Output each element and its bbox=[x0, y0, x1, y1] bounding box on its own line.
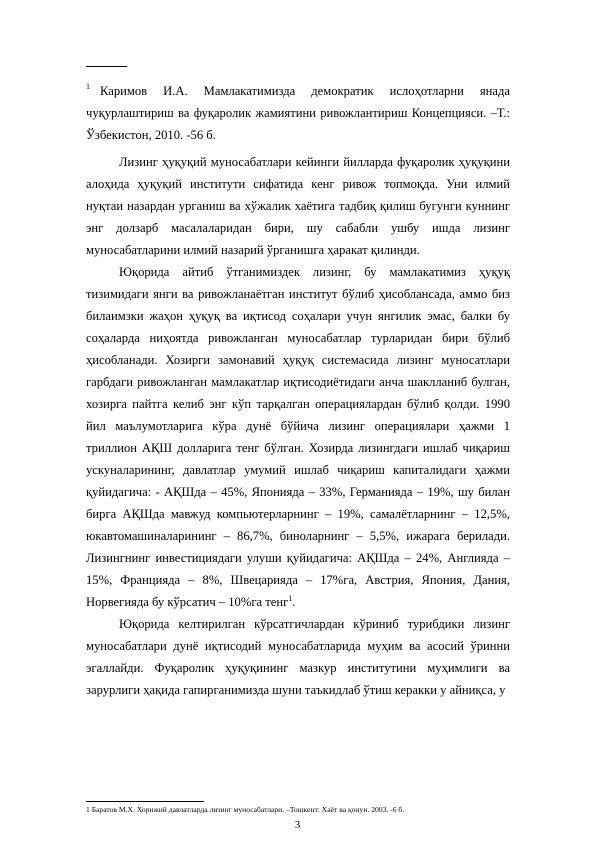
footnote-bottom: 1 Баратов М.Х. Хорижий давлатларда лизинг муносабатлари. –Тошкент: Хаёт ва қонун. 2003. -6 б. bbox=[86, 805, 405, 814]
footnote-text bbox=[86, 80, 510, 146]
footnote-separator-top bbox=[86, 66, 127, 67]
page-number: 3 bbox=[294, 819, 301, 831]
footnote-continuation bbox=[86, 80, 510, 146]
footnote-reference: 1 bbox=[288, 594, 293, 603]
paragraph-2-end: . bbox=[292, 595, 296, 609]
paragraph-1: Лизинг ҳуқуқий муносабатлари кейинги йилларда фуқаролик ҳуқуқини алоҳида ҳуқуқий институти сифатида кенг ривож топмоқда. Уни илмий нуқтаи назардан урганиш ва хўжалик хаётига тадбиқ қилиш бугунги куннинг энг долзарб масалаларидан бири, шу сабабли ушбу ишда лизинг муносабатларини илмий назарий ўрганишга ҳаракат қилинди. bbox=[86, 155, 510, 257]
footnote-separator-bottom bbox=[86, 801, 204, 802]
main-text bbox=[86, 151, 510, 701]
footnote-citation: Каримов И.А. Мамлакатимизда демократик ислоҳотларни янада чуқурлаштириш ва фуқаролик жамиятини ривожлантириш Концепцияси. –Т.: Ўзбекистон, 2010. -56 б. bbox=[86, 84, 510, 142]
paragraph-2-text: Юқорида айтиб ўтганимиздек лизинг, бу мамлакатимиз ҳуқуқ тизимидаги янги ва ривожланаётган институт бўлиб ҳисоблансада, аммо биз билаимзки жаҳон ҳуқуқ ва иқтисод соҳалари учун янгилик эмас, балки бу соҳаларда ниҳоятда ривожланган муносабатлар турларидан бири бўлиб ҳисобланади. Хозирги замонавий ҳуқуқ системасида лизинг муносатлари гарбдаги ривожланган мамлакатлар иқтисодиётидаги анча шаклланиб булган, хозирга пайтга келиб энг кўп тарқалган операциялардан бўлиб қолди. 1990 йил маълумотларига кўра дунё бўйича лизинг операциялари ҳажми 1 триллион АҚШ долларига тенг бўлган. Хозирда лизингдаги ишлаб чиқариш ускуналарининг, давлатлар умумий ишлаб чиқариш капиталидаги ҳажми қуйидагича: - АҚШда – 45%, Японияда – 33%, Германияда – 19%, шу билан бирга АҚШда мавжуд компьютерларнинг – 19%, самалётларнинг – 12,5%, юкавтомашиналарининг – 86,7%, биноларнинг – 5,5%, ижарага берилади. Лизингнинг инвестициядаги улуши қуйидагича: АҚШда – 24%, Англияда – 15%, Францияда – 8%, Швецарияда – 17%га, Австрия, Япония, Дания, Норвегияда бу кўрсатич – 10%га тенг bbox=[86, 265, 510, 609]
paragraph-3: Юқорида келтирилган кўрсатгичлардан кўриниб турибдики лизинг муносабатлари дунё иқтисодий муносабатларида муҳим ва асосий ўринни эгаллайди. Фуқаролик ҳуқуқининг мазкур институтини муҳимлиги ва зарурлиги ҳақида гапирганимизда шуни таъкидлаб ўтиш керакки у айниқса, у bbox=[86, 617, 510, 697]
paragraph-2 bbox=[86, 261, 510, 613]
footnote-marker: 1 bbox=[86, 82, 90, 91]
